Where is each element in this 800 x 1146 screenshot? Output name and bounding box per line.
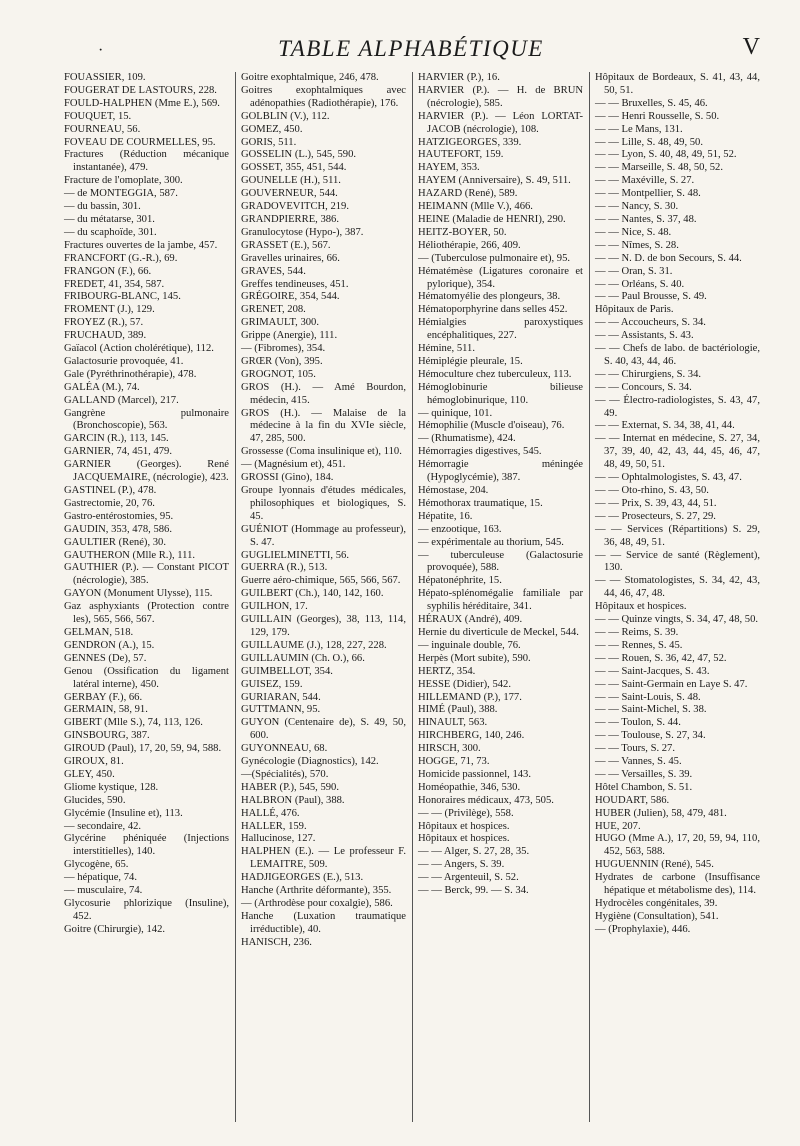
index-entry: — — Nantes, S. 37, 48. — [595, 213, 697, 225]
index-entry: GUYONNEAU, 68. — [241, 743, 328, 755]
index-entry: HUGUENNIN (René), 545. — [595, 859, 714, 871]
index-entry: FRUCHAUD, 389. — [64, 330, 147, 342]
index-entry: — (Fibromes), 354. — [241, 343, 326, 355]
index-entry: — du métatarse, 301. — [64, 213, 155, 225]
index-entry: GUYON (Centenaire de), S. 49, 50, 600. — [241, 717, 406, 742]
index-entry: Hôpitaux et hospices. — [418, 833, 510, 845]
index-entry: — tuberculeuse (Galactosurie provoquée), 588. — [418, 549, 583, 574]
index-entry: FOULD-HALPHEN (Mme E.), 569. — [64, 97, 220, 109]
page-number: V — [742, 34, 760, 60]
index-entry: GAYON (Monument Ulysse), 115. — [64, 588, 213, 600]
index-entry: Homicide passionnel, 143. — [418, 768, 531, 780]
index-entry: Hémoglobinurie bilieuse hémoglobinurique, 110. — [418, 381, 583, 406]
index-entry: — — Rouen, S. 36, 42, 47, 52. — [595, 652, 727, 664]
index-entry: GOSSET, 355, 451, 544. — [241, 162, 347, 174]
index-entry: Fracture de l'omoplate, 300. — [64, 175, 183, 187]
index-entry: GOSSELIN (L.), 545, 590. — [241, 149, 357, 161]
index-entry: HAZARD (René), 589. — [418, 188, 518, 200]
index-entry: — — Maxéville, S. 27. — [595, 175, 695, 187]
index-entry: HARVIER (P.). — H. de BRUN (nécrologie), 585. — [418, 84, 583, 109]
index-entry: — — Alger, S. 27, 28, 35. — [418, 846, 530, 858]
index-entry: GRAVES, 544. — [241, 265, 306, 277]
index-entry: GRASSET (E.), 567. — [241, 239, 331, 251]
index-entry: — quinique, 101. — [418, 407, 493, 419]
index-entry: Herpès (Mort subite), 590. — [418, 652, 531, 664]
index-entry: — — Montpellier, S. 48. — [595, 188, 701, 200]
index-entry: — — Argenteuil, S. 52. — [418, 872, 519, 884]
index-entry: GELMAN, 518. — [64, 626, 134, 638]
index-entry: Glycogène, 65. — [64, 859, 129, 871]
page-header — [62, 28, 760, 68]
index-entry: GROS (H.). — Malaise de la médecine à la fin du XVIe siècle, 47, 285, 500. — [241, 407, 406, 445]
index-entry: — secondaire, 42. — [64, 820, 142, 832]
index-entry: Hémoculture chez tuberculeux, 113. — [418, 368, 572, 380]
index-entry: — — Internat en médecine, S. 27, 34, 37, 39, 40, 42, 43, 44, 45, 46, 47, 48, 49, 50, 51. — [595, 433, 760, 471]
index-entry: Hôpitaux de Paris. — [595, 304, 674, 316]
index-entry: — — Lille, S. 48, 49, 50. — [595, 136, 703, 148]
index-entry: Hémorragie méningée (Hypoglycémie), 387. — [418, 459, 583, 484]
index-entry: GROGNOT, 105. — [241, 368, 316, 380]
index-entry: GOLBLIN (V.), 112. — [241, 110, 330, 122]
index-entry: HADJIGEORGES (E.), 513. — [241, 872, 364, 884]
index-column-1 — [64, 72, 229, 1122]
index-entry: GASTINEL (P.), 478. — [64, 485, 157, 496]
index-entry: — de MONTEGGIA, 587. — [64, 188, 178, 200]
index-entry: Hématoporphyrine dans selles 452. — [418, 304, 568, 316]
index-entry: Hémine, 511. — [418, 343, 475, 355]
index-entry: GIROUX, 81. — [64, 756, 124, 768]
index-entry: — — Nice, S. 48. — [595, 226, 672, 238]
index-entry: Hanche (Arthrite déformante), 355. — [241, 885, 392, 897]
index-entry: — (Arthrodèse pour coxalgie), 586. — [241, 898, 393, 909]
index-entry: HIMÉ (Paul), 388. — [418, 704, 498, 716]
index-entry: GLEY, 450. — [64, 768, 115, 780]
index-entry: — — Assistants, S. 43. — [595, 330, 694, 342]
index-entry: GRANDPIERRE, 386. — [241, 213, 339, 225]
index-entry: Goitre (Chirurgie), 142. — [64, 923, 166, 935]
index-entry: — (Prophylaxie), 446. — [595, 923, 691, 935]
index-entry: GUERRA (R.), 513. — [241, 562, 328, 574]
index-entry: Goitre exophtalmique, 246, 478. — [241, 72, 379, 83]
index-entry: HARVIER (P.). — Léon LORTAT-JACOB (nécrologie), 108. — [418, 110, 583, 135]
index-entry: — — Saint-Louis, S. 48. — [595, 691, 701, 703]
index-entry: Glycérine phéniquée (Injections interstitielles), 140. — [64, 833, 229, 858]
index-entry: HEITZ-BOYER, 50. — [418, 226, 507, 238]
index-entry: HAUTEFORT, 159. — [418, 149, 504, 161]
index-entry: Grossesse (Coma insulinique et), 110. — [241, 446, 402, 458]
index-entry: — — Saint-Germain en Laye S. 47. — [595, 678, 748, 690]
header-dot: · — [98, 42, 104, 59]
index-entry: Glycosurie phlorizique (Insuline), 452. — [64, 898, 229, 922]
index-entry: HANISCH, 236. — [241, 936, 312, 948]
index-entry: HALLER, 159. — [241, 820, 307, 832]
index-entry: — — Toulon, S. 44. — [595, 717, 681, 729]
index-entry: — — Stomatologistes, S. 34, 42, 43, 44, 46, 47, 48. — [595, 575, 760, 600]
index-entry: Hémorragies digestives, 545. — [418, 446, 542, 458]
index-entry: GROSSI (Gino), 184. — [241, 472, 334, 484]
index-entry: — — Saint-Michel, S. 38. — [595, 704, 707, 716]
index-entry: GIROUD (Paul), 17, 20, 59, 94, 588. — [64, 743, 222, 755]
index-entry: FRANCFORT (G.-R.), 69. — [64, 252, 178, 264]
index-entry: Granulocytose (Hypo-), 387. — [241, 226, 364, 238]
index-entry: GALÉA (M.), 74. — [64, 381, 140, 393]
index-entry: — — Chefs de labo. de bactériologie, S. 40, 43, 44, 46. — [595, 343, 760, 367]
index-entry: GOUNELLE (H.), 511. — [241, 175, 341, 187]
index-entry: Gangrène pulmonaire (Bronchoscopie), 563. — [64, 407, 229, 432]
index-entry: HEINE (Maladie de HENRI), 290. — [418, 213, 566, 225]
index-entry: GERMAIN, 58, 91. — [64, 704, 148, 716]
index-entry: Hanche (Luxation traumatique irréductible), 40. — [241, 910, 406, 935]
index-entry: — — Prosecteurs, S. 27, 29. — [595, 510, 716, 522]
index-entry: — — Électro-radiologistes, S. 43, 47, 49. — [595, 394, 760, 419]
index-entry: — — Rennes, S. 45. — [595, 639, 683, 651]
index-entry: — — Berck, 99. — S. 34. — [418, 885, 529, 897]
index-entry: Gliome kystique, 128. — [64, 781, 159, 793]
index-entry: — — Prix, S. 39, 43, 44, 51. — [595, 497, 717, 509]
index-entry: HUBER (Julien), 58, 479, 481. — [595, 807, 727, 819]
index-entry: Hémothorax traumatique, 15. — [418, 497, 543, 509]
index-entry: GENDRON (A.), 15. — [64, 639, 155, 651]
index-entry: — — Chirurgiens, S. 34. — [595, 368, 702, 380]
index-entry: Greffes tendineuses, 451. — [241, 278, 349, 290]
index-entry: Glycémie (Insuline et), 113. — [64, 807, 183, 819]
index-entry: GUTTMANN, 95. — [241, 704, 321, 716]
index-entry: Hôpitaux et hospices. — [418, 820, 510, 832]
index-entry: GUIMBELLOT, 354. — [241, 665, 333, 677]
index-entry: — — Nîmes, S. 28. — [595, 239, 679, 251]
index-entry: Homéopathie, 346, 530. — [418, 781, 521, 793]
index-entry: HEIMANN (Mlle V.), 466. — [418, 201, 533, 213]
index-entry: Gastro-entérostomies, 95. — [64, 510, 174, 522]
index-entry: Hygiène (Consultation), 541. — [595, 910, 719, 922]
index-entry: Honoraires médicaux, 473, 505. — [418, 794, 554, 806]
index-entry: Hépatonéphrite, 15. — [418, 575, 502, 587]
index-entry: — musculaire, 74. — [64, 885, 143, 897]
index-entry: — — Angers, S. 39. — [418, 859, 505, 871]
index-entry: Grippe (Anergie), 111. — [241, 330, 338, 342]
index-entry: GARNIER, 74, 451, 479. — [64, 446, 172, 458]
index-entry: HALBRON (Paul), 388. — [241, 794, 345, 806]
index-column-2 — [241, 72, 406, 1122]
index-entry: GRADOVEVITCH, 219. — [241, 201, 349, 213]
index-entry: GOUVERNEUR, 544. — [241, 188, 338, 200]
index-entry: Hernie du diverticule de Meckel, 544. — [418, 626, 579, 638]
index-entry: — — Externat, S. 34, 38, 41, 44. — [595, 420, 735, 432]
index-entry: GUILLAIN (Georges), 38, 113, 114, 129, 179. — [241, 614, 406, 638]
index-entry: — — (Privilège), 558. — [418, 807, 514, 819]
index-entry: GIBERT (Mlle S.), 74, 113, 126. — [64, 717, 203, 729]
index-entry: Hépatite, 16. — [418, 510, 473, 522]
index-entry: — — Vannes, S. 45. — [595, 756, 682, 768]
index-entry: — — Nancy, S. 30. — [595, 201, 679, 213]
index-entry: — — Accoucheurs, S. 34. — [595, 317, 706, 329]
index-entry: HUE, 207. — [595, 820, 641, 832]
index-entry: GUGLIELMINETTI, 56. — [241, 549, 349, 561]
index-entry: — — Le Mans, 131. — [595, 123, 683, 135]
index-entry: HALPHEN (E.). — Le professeur F. LEMAITRE, 509. — [241, 846, 406, 871]
index-entry: HESSE (Didier), 542. — [418, 678, 511, 690]
index-entry: — — Reims, S. 39. — [595, 626, 679, 638]
index-entry: HAYEM (Anniversaire), S. 49, 511. — [418, 175, 571, 187]
index-entry: FOURNEAU, 56. — [64, 123, 141, 135]
index-entry: GRENET, 208. — [241, 304, 306, 316]
index-entry: Gale (Pyréthrinothérapie), 478. — [64, 368, 197, 380]
index-entry: Hôpitaux et hospices. — [595, 601, 687, 613]
index-entry: HALLÉ, 476. — [241, 807, 300, 819]
index-entry: GUILBERT (Ch.), 140, 142, 160. — [241, 588, 384, 600]
index-entry: GINSBOURG, 387. — [64, 730, 150, 742]
index-entry: GOMEZ, 450. — [241, 123, 303, 135]
index-entry: Groupe lyonnais d'études médicales, philosophiques et biologiques, S. 45. — [241, 485, 406, 522]
index-entry: FOUASSIER, 109. — [64, 72, 146, 83]
index-entry: Fractures (Réduction mécanique instantanée), 479. — [64, 149, 229, 174]
index-entry: GUÉNIOT (Hommage au professeur), S. 47. — [241, 523, 406, 548]
index-entry: — — Orléans, S. 40. — [595, 278, 685, 290]
index-entry: — du bassin, 301. — [64, 201, 141, 213]
index-entry: Hémostase, 204. — [418, 485, 489, 496]
index-entry: HAYEM, 353. — [418, 162, 480, 174]
index-entry: HERTZ, 354. — [418, 665, 476, 677]
index-entry: — — Quinze vingts, S. 34, 47, 48, 50. — [595, 614, 759, 626]
index-entry: GAUTHIER (P.). — Constant PICOT (nécrologie), 385. — [64, 562, 229, 587]
index-entry: HABER (P.), 545, 590. — [241, 781, 339, 793]
index-entry: — — Ophtalmologistes, S. 43, 47. — [595, 472, 742, 484]
index-entry: HARVIER (P.), 16. — [418, 72, 500, 83]
index-entry: HUGO (Mme A.), 17, 20, 59, 94, 110, 452, 563, 588. — [595, 833, 760, 858]
index-entry: Hydrates de carbone (Insuffisance hépatique et métabolisme des), 114. — [595, 872, 760, 897]
index-entry: — — Services (Répartitions) S. 29, 36, 48, 49, 51. — [595, 523, 760, 548]
index-entry: — — Henri Rousselle, S. 50. — [595, 110, 720, 122]
index-entry: — — Versailles, S. 39. — [595, 768, 693, 780]
index-entry: — (Tuberculose pulmonaire et), 95. — [418, 252, 571, 264]
index-entry: HÉRAUX (André), 409. — [418, 614, 523, 626]
index-column-4 — [595, 72, 760, 1122]
index-entry: Hydrocèles congénitales, 39. — [595, 898, 718, 909]
index-entry: — inguinale double, 76. — [418, 639, 521, 651]
index-entry: FOUQUET, 15. — [64, 110, 132, 122]
index-entry: GENNES (De), 57. — [64, 652, 147, 664]
index-entry: Genou (Ossification du ligament latéral interne), 450. — [64, 665, 229, 690]
index-entry: Galactosurie provoquée, 41. — [64, 355, 184, 367]
index-entry: Hémiplégie pleurale, 15. — [418, 355, 523, 367]
index-entry: Hôpitaux de Bordeaux, S. 41, 43, 44, 50, 51. — [595, 72, 760, 96]
index-entry: FOVEAU DE COURMELLES, 95. — [64, 136, 216, 148]
index-entry: Hallucinose, 127. — [241, 833, 316, 845]
index-entry: GURIARAN, 544. — [241, 691, 321, 703]
index-entry: Gaz asphyxiants (Protection contre les), 565, 566, 567. — [64, 601, 229, 626]
index-entry: FROMENT (J.), 129. — [64, 304, 155, 316]
index-entry: — — Service de santé (Règlement), 130. — [595, 549, 760, 574]
index-entry: — (Magnésium et), 451. — [241, 459, 346, 471]
index-entry: Glucides, 590. — [64, 794, 126, 806]
index-entry: HATZIGEORGES, 339. — [418, 136, 522, 148]
index-entry: GARNIER (Georges). René JACQUEMAIRE, (nécrologie), 423. — [64, 459, 229, 484]
index-entry: GRÉGOIRE, 354, 544. — [241, 291, 340, 303]
index-entry: GORIS, 511. — [241, 136, 297, 148]
index-entry: HOGGE, 71, 73. — [418, 756, 490, 768]
index-column-3 — [418, 72, 583, 1122]
index-entry: — (Rhumatisme), 424. — [418, 433, 516, 445]
index-entry: Guerre aéro-chimique, 565, 566, 567. — [241, 575, 401, 587]
index-entry: Gastrectomie, 20, 76. — [64, 497, 155, 509]
index-entry: Gynécologie (Diagnostics), 142. — [241, 756, 379, 768]
index-entry: GALLAND (Marcel), 217. — [64, 394, 179, 406]
index-entry: — — Concours, S. 34. — [595, 381, 692, 393]
index-entry: GRŒR (Von), 395. — [241, 355, 323, 367]
index-entry: FOUGERAT DE LASTOURS, 228. — [64, 84, 217, 96]
index-entry: Gravelles urinaires, 66. — [241, 252, 340, 264]
index-entry: GAUTHERON (Mlle R.), 111. — [64, 549, 196, 561]
index-entry: GROS (H.). — Amé Bourdon, médecin, 415. — [241, 381, 406, 406]
index-entry: FREDET, 41, 354, 587. — [64, 278, 165, 290]
index-entry: —(Spécialités), 570. — [241, 768, 329, 780]
index-entry: — du scaphoïde, 301. — [64, 226, 157, 238]
index-entry: HIRCHBERG, 140, 246. — [418, 730, 525, 742]
index-entry: Hémophilie (Muscle d'oiseau), 76. — [418, 420, 565, 432]
index-entry: GUILLAUME (J.), 128, 227, 228. — [241, 639, 387, 651]
index-entry: — — Bruxelles, S. 45, 46. — [595, 97, 708, 109]
index-entry: GARCIN (R.), 113, 145. — [64, 433, 169, 445]
index-entry: GUILHON, 17. — [241, 601, 308, 613]
index-entry: GRIMAULT, 300. — [241, 317, 319, 329]
index-entry: — — Oran, S. 31. — [595, 265, 673, 277]
index-entry: GAUDIN, 353, 478, 586. — [64, 523, 172, 535]
page-title: TABLE ALPHABÉTIQUE — [278, 36, 544, 61]
index-entry: HOUDART, 586. — [595, 794, 670, 806]
index-entry: FROYEZ (R.), 57. — [64, 317, 144, 329]
index-entry: GUISEZ, 159. — [241, 678, 303, 690]
index-entry: — — Lyon, S. 40, 48, 49, 51, 52. — [595, 149, 737, 161]
index-entry: Héliothérapie, 266, 409. — [418, 239, 521, 251]
index-entry: — — Marseille, S. 48, 50, 52. — [595, 162, 723, 174]
index-entry: — — Paul Brousse, S. 49. — [595, 291, 707, 303]
index-entry: FRIBOURG-BLANC, 145. — [64, 291, 181, 303]
index-entry: HIRSCH, 300. — [418, 743, 481, 755]
index-entry: GERBAY (F.), 66. — [64, 691, 143, 703]
index-entry: — expérimentale au thorium, 545. — [418, 536, 564, 548]
index-entry: — hépatique, 74. — [64, 872, 137, 884]
index-entry: — — Oto-rhino, S. 43, 50. — [595, 485, 709, 496]
index-entry: — — Saint-Jacques, S. 43. — [595, 665, 710, 677]
index-entry: HILLEMAND (P.), 177. — [418, 691, 522, 703]
index-entry: Hôtel Chambon, S. 51. — [595, 781, 693, 793]
index-entry: — enzootique, 163. — [418, 523, 502, 535]
index-entry: FRANGON (F.), 66. — [64, 265, 152, 277]
index-entry: Hépato-splénomégalie familiale par syphilis héréditaire, 341. — [418, 588, 583, 613]
index-entry: GAULTIER (René), 30. — [64, 536, 166, 548]
index-entry: — — Tours, S. 27. — [595, 743, 675, 755]
index-entry: Goitres exophtalmiques avec adénopathies (Radiothérapie), 176. — [241, 84, 406, 109]
index-body — [64, 72, 770, 1122]
index-entry: — — N. D. de bon Secours, S. 44. — [595, 252, 742, 264]
index-entry: — — Toulouse, S. 27, 34. — [595, 730, 706, 742]
index-entry: Fractures ouvertes de la jambe, 457. — [64, 239, 218, 251]
index-entry: HINAULT, 563. — [418, 717, 488, 729]
index-entry: Gaïacol (Action cholérétique), 112. — [64, 343, 214, 355]
index-entry: Hémialgies paroxystiques encéphalitiques, 227. — [418, 317, 583, 342]
index-entry: Hématémèse (Ligatures coronaire et pylorique), 354. — [418, 265, 583, 290]
index-entry: GUILLAUMIN (Ch. O.), 66. — [241, 652, 365, 664]
index-entry: Hématomyélie des plongeurs, 38. — [418, 291, 561, 303]
